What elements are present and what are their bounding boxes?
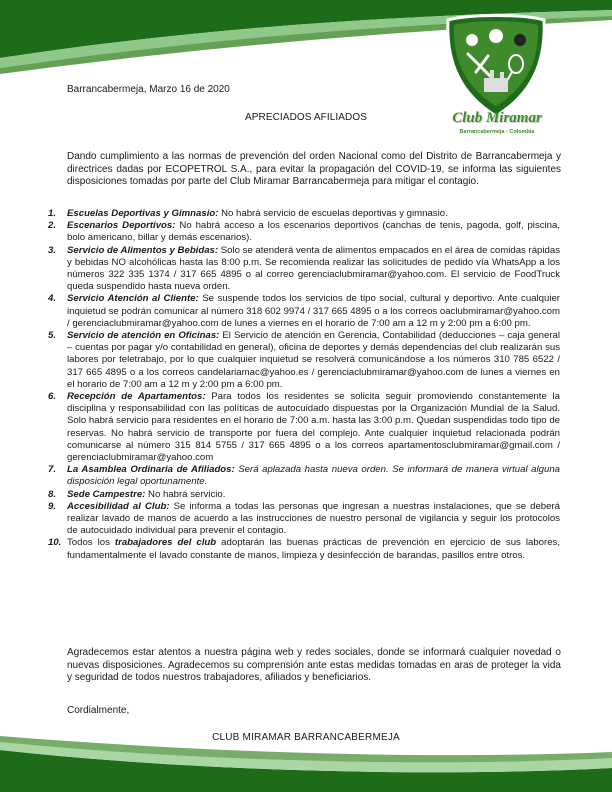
list-item bbox=[48, 464, 560, 488]
item-number: 2. bbox=[48, 220, 57, 232]
letter-date: Barrancabermeja, Marzo 16 de 2020 bbox=[67, 84, 230, 95]
signature: CLUB MIRAMAR BARRANCABERMEJA bbox=[212, 732, 400, 743]
item-text: Solo se atenderá venta de alimentos empacados en el área de comidas rápidas y bebidas NO alcohólicas hasta las 8:00 p.m. Se recomienda realizar las solicitudes de pedido vía WhatsApp a los números 322 335 1374 / 317 665 4895 o al correo gerenciaclubmiramar@yahoo.com. El servicio de FoodTruck queda suspendido hasta nueva orden. bbox=[67, 244, 560, 293]
logo-subtitle: Barrancabermeja - Colombia bbox=[459, 129, 535, 135]
item-number: 3. bbox=[48, 244, 57, 256]
list-item bbox=[48, 330, 560, 391]
item-text: No habrá servicio. bbox=[145, 488, 226, 500]
list-item bbox=[48, 208, 560, 220]
item-text: Se suspende todos los servicios de tipo social, cultural y deportivo. Ante cualquier inquietud se podrán comunicar al número 318 602 9974 / 317 665 4895 o a los correos oaclubmiramar@yahoo.com / gerenciaclubmiramar@yahoo.com de lunes a viernes en el horario de 7:00 am a 12 m y 2:00 pm a 6:00 pm. bbox=[67, 293, 560, 329]
intro-paragraph: Dando cumplimiento a las normas de prevención del orden Nacional como del Distrito de Barrancabermeja y directrices dadas por ECOPETROL S.A., para evitar la propagación del COVID-19, se informa las siguientes disposiciones tomadas por parte del Club Miramar Barrancabermeja para mitigar el contagio. bbox=[67, 151, 561, 188]
item-text: adoptarán las buenas prácticas de prevención en ejercicio de sus labores, fundamentalmente el lavado constante de manos, limpieza y desinfección de barandas, pasillos entre otros. bbox=[67, 537, 560, 561]
list-item bbox=[48, 220, 560, 244]
item-number: 7. bbox=[48, 464, 57, 476]
item-text: No habrá acceso a los escenarios deportivos (canchas de tenis, pagoda, golf, piscina, bolo americano, billar y demás escenarios). bbox=[67, 220, 560, 244]
list-item bbox=[48, 489, 560, 501]
item-number: 5. bbox=[48, 330, 57, 342]
item-number: 6. bbox=[48, 391, 57, 403]
list-item bbox=[48, 293, 560, 330]
item-number: 10. bbox=[48, 537, 62, 549]
item-title: La Asamblea Ordinaria de Afiliados: bbox=[67, 464, 235, 476]
item-number: 1. bbox=[48, 208, 57, 219]
measures-list bbox=[48, 208, 560, 562]
item-text: El Servicio de atención en Gerencia, Contabilidad (deducciones – caja general – cuentas por pagar y/o contabilidad en general), oficina de deportes y demás dependencias del club realizarán sus labores por teletrabajo, por lo que cualquier inquietud se resolverá comunicándose a los números 310 785 6522 / 317 665 4895 o a los correos candelariamac@yahoo.es / gerenciaclubmiramar@yahoo.com de lunes a viernes en el horario de 7:00 am a 12 m y 2:00 pm a 6:00 pm. bbox=[67, 330, 560, 390]
item-text: Se informa a todas las personas que ingresan a nuestras instalaciones, que se deberá realizar lavado de manos de acuerdo a las instrucciones de nuestro personal de vigilancia y seguir los protocolos de autocuidado individual para prevenir el contagio. bbox=[67, 500, 560, 537]
item-number: 4. bbox=[48, 293, 57, 305]
item-title: Escenarios Deportivos: bbox=[67, 220, 176, 232]
list-item bbox=[48, 391, 560, 464]
list-item bbox=[48, 537, 560, 561]
greeting-heading: APRECIADOS AFILIADOS bbox=[244, 112, 368, 123]
regards: Cordialmente, bbox=[67, 705, 130, 716]
item-title: Sede Campestre: bbox=[67, 488, 146, 500]
closing-paragraph: Agradecemos estar atentos a nuestra página web y redes sociales, donde se informará cualquier novedad o nuevas disposiciones. Agradecemos su comprensión ante estas medidas tomadas en aras de proteger la vida y seguridad de todos nuestros trabajadores, afiliados y beneficiarios. bbox=[67, 647, 561, 684]
list-item bbox=[48, 245, 560, 294]
item-title: Servicio Atención al Cliente: bbox=[67, 293, 199, 305]
item-pre: Todos los bbox=[67, 537, 115, 549]
item-title: Servicio de atención en Oficinas: bbox=[67, 330, 220, 342]
item-emphasis: trabajadores del club bbox=[114, 537, 217, 549]
item-title: Escuelas Deportivas y Gimnasio: bbox=[67, 208, 219, 219]
logo-name: Club Miramar bbox=[452, 110, 542, 126]
item-title: Recepción de Apartamentos: bbox=[67, 391, 206, 403]
item-text: Para todos los residentes se solicita seguir promoviendo constantemente la disciplina y responsabilidad con las políticas de autocuidado dispuestas por la Organización Mundial de la Salud. Solo habrá servicio para residentes en el horario de 7:00 a.m. hasta las 3:00 p.m. Quedan suspendidas todo tipo de reservas. No habrá servicio de transporte por fuera del complejo. Ante cualquier inquietud relacionada podrán comunicarse al número 315 814 5755 / 317 665 4895 o a los correos apartamentosclubmiramar@gmail.com / gerenciaclubmiramar@yahoo.com bbox=[67, 391, 561, 464]
list-item bbox=[48, 501, 560, 538]
item-title: Accesibilidad al Club: bbox=[67, 500, 170, 512]
item-title: Servicio de Alimentos y Bebidas: bbox=[67, 244, 219, 256]
item-text: Será aplazada hasta nueva orden. Se informará de manera virtual alguna disposición legal oportunamente. bbox=[67, 464, 560, 488]
item-text: No habrá servicio de escuelas deportivas y gimnasio. bbox=[218, 208, 448, 219]
item-number: 8. bbox=[48, 488, 57, 500]
item-number: 9. bbox=[48, 500, 57, 512]
